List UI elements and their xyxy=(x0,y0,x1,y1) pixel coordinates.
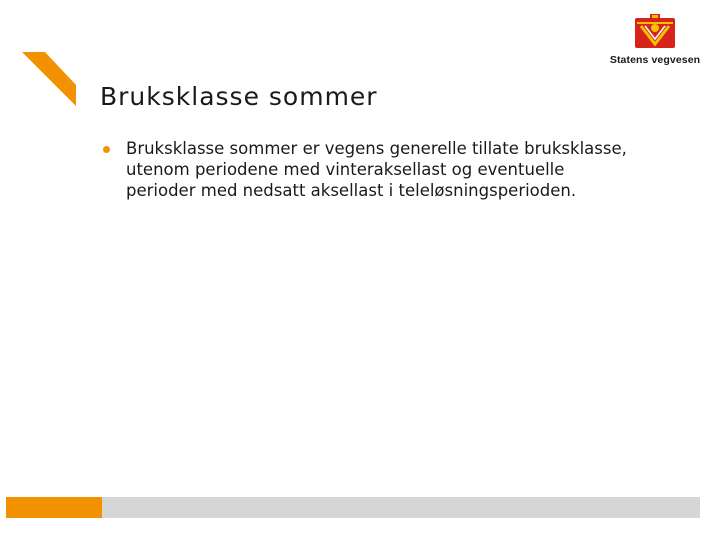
bullet-item xyxy=(100,138,700,201)
bullet-text-line: perioder med nedsatt aksellast i teleløsningsperioden. xyxy=(126,181,577,200)
corner-accent-stripe xyxy=(0,0,90,120)
slide-title: Bruksklasse sommer xyxy=(100,82,378,111)
logo-wordmark: Statens vegvesen xyxy=(609,54,701,66)
statens-vegvesen-crest-icon xyxy=(633,14,677,52)
footer-accent-block xyxy=(6,497,102,518)
statens-vegvesen-logo xyxy=(600,14,710,72)
bullet-list xyxy=(100,138,700,201)
bullet-dot-icon xyxy=(103,146,110,153)
bullet-text-line: Bruksklasse sommer er vegens generelle tillate bruksklasse, xyxy=(126,139,627,158)
footer-bar xyxy=(6,497,700,518)
bullet-text-line: utenom periodene med vinteraksellast og eventuelle xyxy=(126,160,565,179)
